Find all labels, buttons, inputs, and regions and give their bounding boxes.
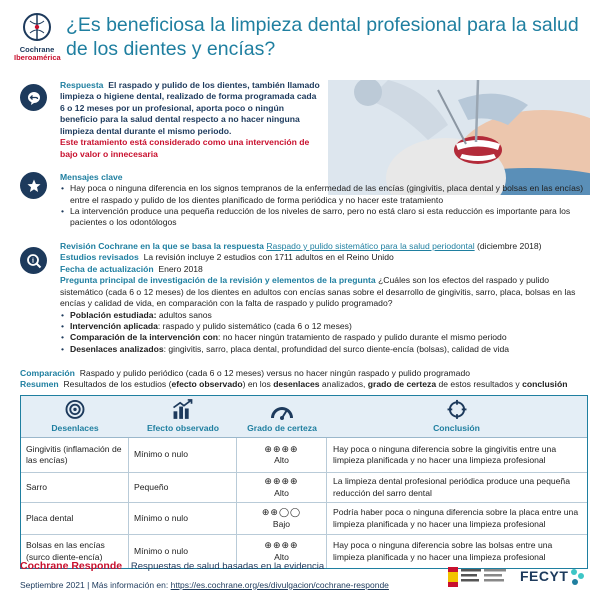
certainty-symbols: ⊕⊕◯◯: [261, 507, 302, 518]
summary-bold-3: grado de certeza: [367, 379, 437, 390]
summary-text-3: analizados,: [319, 379, 368, 390]
conclusion-cell: La limpieza dental profesional periódica produce una pequeña reducción del sarro dental: [333, 476, 570, 498]
comparison-label: Comparación: [20, 368, 75, 378]
summary-text-2: ) en los: [242, 379, 274, 390]
summary-bold-4: conclusión: [522, 379, 568, 390]
answer-section: [60, 80, 320, 160]
review-info-section: [60, 241, 590, 355]
header-certainty: [237, 396, 327, 437]
certainty-level: Alto: [274, 487, 289, 498]
info-icon: [20, 247, 47, 274]
footer-tagline: Respuestas de salud basadas en la evidencia: [130, 561, 325, 572]
answer-icon: [20, 84, 47, 111]
certainty-cell: [237, 473, 327, 502]
header: [0, 0, 600, 72]
conclusion-cell: Hay poca o ninguna diferencia sobre las bolsas entre una limpieza planificada y no hacer una limpieza profesional: [333, 540, 553, 562]
target-icon: [64, 399, 86, 420]
certainty-level: Alto: [274, 551, 289, 562]
element-text: : raspado y pulido sistemático (cada 6 o 12 meses): [157, 320, 352, 331]
logo-text-iberoamerica: Iberoamérica: [14, 52, 61, 62]
key-messages-icon: [20, 172, 47, 199]
comparison-summary: [20, 368, 590, 391]
header-label: Conclusión: [433, 422, 480, 433]
review-date: (diciembre 2018): [477, 241, 542, 251]
certainty-cell: [237, 503, 327, 534]
key-messages-section: [60, 172, 590, 229]
fecyt-logo: FECYT: [520, 568, 569, 584]
conclusion-cell: Hay poca o ninguna diferencia sobre la gingivitis entre una limpieza planificada y no hacer una limpieza profesional: [333, 443, 557, 465]
certainty-symbols: ⊕⊕⊕⊕: [264, 476, 299, 487]
outcome-cell: Bolsas en las encías (surco diente-encía): [21, 535, 129, 568]
table-row: [21, 438, 587, 473]
element-label: Comparación de la intervención con: [70, 332, 219, 343]
certainty-cell: [237, 438, 327, 472]
crosshair-icon: [446, 399, 468, 420]
question-elements-list: [60, 310, 590, 356]
review-label: Revisión Cochrane en la que se basa la respuesta: [60, 241, 264, 251]
footer-url-link[interactable]: https://es.cochrane.org/es/divulgacion/cochrane-responde: [170, 579, 389, 590]
outcome-cell: Sarro: [21, 473, 129, 502]
table-header-row: [21, 396, 587, 438]
footer-date: Septiembre 2021: [20, 579, 85, 590]
key-message-item: • La intervención produce una pequeña reducción de los niveles de sarro, pero no está claro si esta reducción es importante para los pacientes o los odontólogos: [60, 206, 590, 229]
update-date-label: Fecha de actualización: [60, 263, 154, 274]
footer-brand: Cochrane Responde: [20, 560, 123, 572]
summary-text-1: Resultados de los estudios (: [63, 379, 172, 390]
header-label: Desenlaces: [51, 422, 99, 433]
effect-cell: Mínimo o nulo: [129, 503, 237, 534]
logo-text-cochrane: Cochrane: [19, 45, 55, 54]
element-text: : no hacer ningún tratamiento de raspado y pulido durante el mismo periodo: [218, 332, 507, 343]
answer-label: Respuesta: [60, 80, 104, 90]
key-message-item: • Hay poca o ninguna diferencia en los signos tempranos de la enfermedad de las encías (gingivitis, placa dental y bolsas en las encías) entre el raspado y pulido de los dientes planificado de forma periódica y no hacer este tratamiento: [60, 183, 590, 206]
header-conclusion: [327, 396, 586, 437]
government-logo-icon: [448, 565, 510, 589]
outcome-cell: Gingivitis (inflamación de las encías): [21, 438, 129, 472]
gauge-icon: [269, 402, 295, 420]
summary-bold-1: efecto observado: [171, 379, 243, 390]
question-element-item: [60, 321, 590, 332]
element-text: : gingivitis, sarro, placa dental, profundidad del surco diente-encía (bolsas), calidad de vida: [163, 343, 510, 354]
effect-cell: Pequeño: [129, 473, 237, 502]
header-effect: [129, 396, 237, 437]
element-label: Población estudiada:: [70, 309, 157, 320]
question-label: Pregunta principal de investigación de la revisión y elementos de la pregunta: [60, 275, 376, 286]
header-label: Efecto observado: [146, 422, 220, 433]
footer-more-label: Más información en:: [91, 579, 169, 590]
outcome-cell: Placa dental: [21, 503, 129, 534]
certainty-level: Bajo: [272, 518, 291, 529]
key-messages-heading: Mensajes clave: [60, 172, 123, 182]
summary-bold-2: desenlaces: [273, 379, 320, 390]
update-date-text: Enero 2018: [158, 263, 203, 274]
element-text: adultos sanos: [158, 309, 212, 320]
studies-text: La revisión incluye 2 estudios con 1711 adultos en el Reino Unido: [143, 252, 394, 263]
table-row: [21, 503, 587, 535]
fecyt-mark-icon: [570, 567, 586, 587]
svg-text:i: i: [31, 256, 34, 264]
table-row: [21, 473, 587, 503]
question-element-item: [60, 332, 590, 343]
review-link[interactable]: Raspado y pulido sistemático para la salud periodontal: [266, 241, 475, 251]
cochrane-logo[interactable]: [14, 10, 60, 66]
effect-cell: Mínimo o nulo: [129, 535, 237, 568]
summary-text-4: de estos resultados y: [436, 379, 523, 390]
question-element-item: [60, 344, 590, 355]
answer-text: El raspado y pulido de los dientes, también llamado limpieza o higiene dental, realizado de forma programada cada 6 o 12 meses por un profesional, aporta poco o ningún beneficio para la salud dental respecto a no hacer ninguna limpieza dental durante el mismo periodo.: [60, 80, 320, 136]
certainty-symbols: ⊕⊕⊕⊕: [264, 443, 299, 454]
results-table: [20, 395, 588, 569]
studies-label: Estudios revisados: [60, 252, 139, 263]
key-messages-list: [60, 183, 590, 229]
low-value-warning: Este tratamiento está considerado como una intervención de bajo valor o innecesaria: [60, 137, 310, 159]
effect-cell: Mínimo o nulo: [129, 438, 237, 472]
question-element-item: [60, 310, 590, 321]
summary-label: Resumen: [20, 379, 59, 390]
bar-chart-icon: [170, 399, 196, 420]
certainty-level: Alto: [274, 455, 289, 466]
sponsor-logos: [448, 565, 588, 589]
conclusion-cell: Podría haber poca o ninguna diferencia sobre la placa entre una limpieza planificada y no hacer una limpieza profesional: [333, 507, 579, 529]
element-label: Desenlaces analizados: [70, 343, 164, 354]
page-title: ¿Es beneficiosa la limpieza dental profesional para la salud de los dientes y encías?: [66, 14, 579, 60]
footer: Cochrane Responde Respuestas de salud basadas en la evidencia Septiembre 2021 | Más información en: https://es.cochrane.org/es/divulgacion/cochrane-responde: [20, 560, 389, 590]
header-outcomes: [21, 396, 129, 437]
certainty-symbols: ⊕⊕⊕⊕: [264, 540, 299, 551]
cochrane-emblem-icon: [22, 10, 52, 44]
element-label: Intervención aplicada: [70, 320, 158, 331]
comparison-text: Raspado y pulido periódico (cada 6 o 12 meses) versus no hacer ningún raspado y pulido programado: [79, 368, 471, 378]
header-label: Grado de certeza: [247, 422, 317, 433]
question-text: ¿Cuáles son los efectos del raspado y pulido sistemático (cada 6 o 12 meses) de los dientes en adultos con encías sanas sobre el desarrollo de gingivitis, sarro, placa, bolsas en las encías y calidad de vida, en comparación con la falta de raspado y pulido programado?: [60, 275, 576, 309]
